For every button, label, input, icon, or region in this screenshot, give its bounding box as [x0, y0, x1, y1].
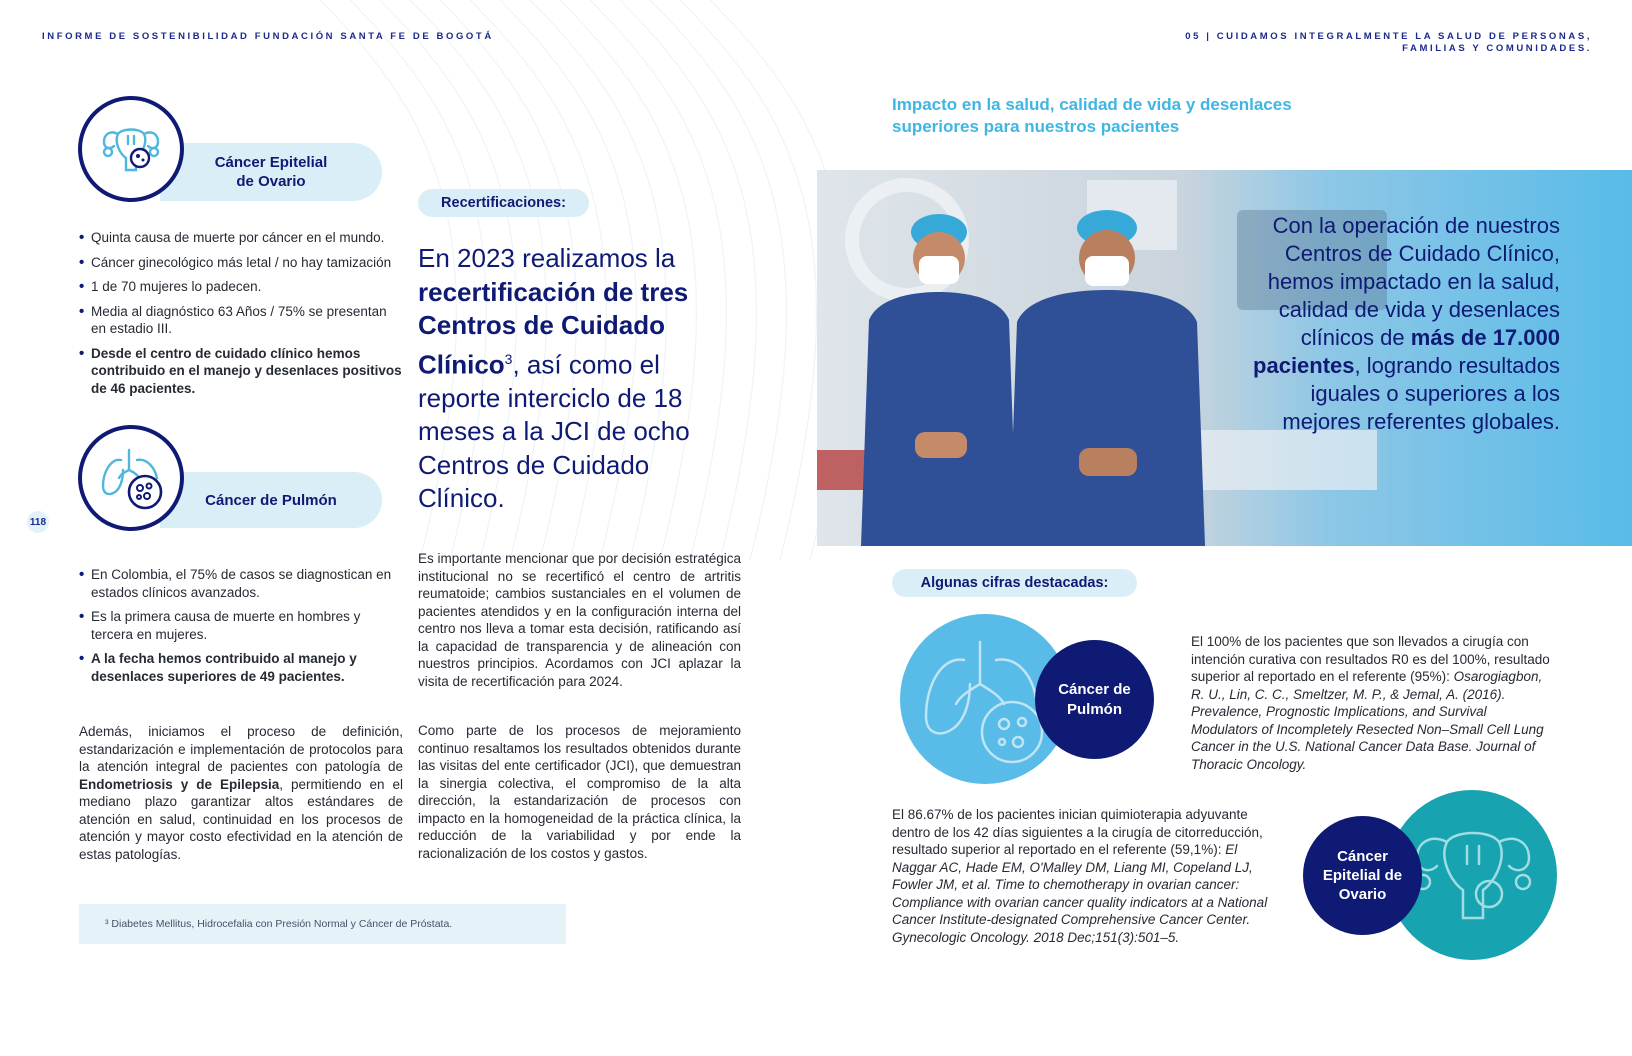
impact-title: [892, 94, 1372, 138]
protocols-paragraph: [79, 723, 403, 863]
ovarian-figure-plain: El 86.67% de los pacientes inician quimioterapia adyuvante dentro de los 42 días siguientes a la cirugía de citorreducción, resultado superior al reportado en el referente (59,1%):: [892, 807, 1263, 857]
key-figures-label: Algunas cifras destacadas:: [892, 569, 1137, 597]
ovarian-title-line2: de Ovario: [236, 173, 306, 190]
recert-paragraph-1: Es importante mencionar que por decisión estratégica institucional no se recertificó el centro de artritis reumatoide; cambios sustanciales en el volumen de pacientes atendidos y en la configuración interna del centro nos lleva a tomar esta decisión, ratificando así la capacidad de transparencia y de alineación con nuestros principios. Acordamos con JCI aplazar la visita de recertificación para 2024.: [418, 551, 741, 689]
list-item: • Media al diagnóstico 63 Años / 75% se presentan en estadio III.: [79, 303, 403, 338]
list-item: • Desde el centro de cuidado clínico hemos contribuido en el manejo y desenlaces positivos de 46 pacientes.: [79, 345, 403, 398]
lung-cancer-badge: [1035, 640, 1154, 759]
list-item: • 1 de 70 mujeres lo padecen.: [79, 278, 403, 296]
impact-quote-bold: más de 17.000 pacientes: [1253, 325, 1560, 378]
lung-badge-line2: Pulmón: [1066, 700, 1122, 718]
impact-title-line1: Impacto en la salud, calidad de vida y desenlaces: [892, 95, 1292, 114]
uterus-icon: [96, 114, 166, 184]
page-number-left: 118: [27, 511, 49, 533]
recertifications-statement: [418, 242, 718, 516]
ovarian-title-line1: Cáncer Epitelial: [214, 154, 328, 171]
impact-quote-text-1: Con la operación de nuestros Centros de Cuidado Clínico, hemos impactado en la salud, calidad de vida y desenlaces clínicos de: [1267, 213, 1560, 350]
protocols-text-2: , permitiendo en el mediano plazo garantizar altos estándares de atención en salud, continuidad en los procesos de atención y mayor costo efectividad en la atención de estas patologías.: [79, 776, 403, 862]
recert-text-bold: recertificación de tres Centros de Cuidado Clínico: [418, 276, 689, 380]
impact-quote-text-2: , logrando resultados iguales o superiores a los mejores referentes globales.: [1282, 353, 1560, 434]
ovarian-icon-circle: [78, 96, 184, 202]
footnote-ref: 3: [504, 350, 513, 367]
footnote: ³ Diabetes Mellitus, Hidrocefalia con Presión Normal y Cáncer de Próstata.: [79, 904, 566, 944]
lung-facts-list: [79, 566, 403, 692]
ovarian-badge-line3: Ovario: [1338, 886, 1387, 903]
list-item: • Cáncer ginecológico más letal / no hay tamización: [79, 254, 403, 272]
recert-text-2: , así como el reporte interciclo de 18 meses a la JCI de ocho Centros de Cuidado Clínico.: [418, 349, 690, 514]
ovarian-badge-line2: Epitelial de: [1322, 867, 1403, 884]
protocols-text-1: Además, iniciamos el proceso de definición, estandarización e implementación de protocolos para la atención integral de pacientes con patología de: [79, 724, 403, 774]
ovarian-badge-line1: Cáncer: [1337, 848, 1388, 865]
recert-paragraph-2: Como parte de los procesos de mejoramiento continuo resaltamos los resultados obtenidos durante las visitas del ente certificador (JCI), que demuestran la sinergia colectiva, el compromiso de la alta dirección, la estandarización de procesos con impacto en la homogeneidad de la práctica clínica, la reducción de la variabilidad y por ende la racionalización de los costos y gastos.: [418, 723, 741, 861]
lung-figure-citation: Osarogiagbon, R. U., Lin, C. C., Smeltzer, M. P., & Jemal, A. (2016). Prevalence, Prognostic Implications, and Survival Modulators of Incompletely Resected Non–Small Cell Lung Cancer in the U.S. National Cancer Data Base. Journal of Thoracic Oncology.: [1191, 669, 1544, 772]
lung-cancer-title: Cáncer de Pulmón: [160, 472, 382, 528]
chapter-header-line1: 05 | CUIDAMOS INTEGRALMENTE LA SALUD DE PERSONAS,: [1185, 31, 1592, 42]
list-item: • A la fecha hemos contribuido al manejo y desenlaces superiores de 49 pacientes.: [79, 650, 403, 685]
list-item: • En Colombia, el 75% de casos se diagnostican en estados clínicos avanzados.: [79, 566, 403, 601]
chapter-header: [1185, 31, 1592, 55]
lungs-icon: [95, 442, 167, 514]
lung-icon-circle: [78, 425, 184, 531]
report-header: INFORME DE SOSTENIBILIDAD FUNDACIÓN SANTA FE DE BOGOTÁ: [42, 31, 494, 42]
ovarian-cancer-badge: [1303, 816, 1422, 935]
ovarian-figure-text: [892, 806, 1278, 946]
protocols-text-bold: Endometriosis y de Epilepsia: [79, 776, 280, 792]
impact-quote: [1240, 212, 1560, 436]
ovarian-facts-list: [79, 229, 403, 404]
lung-figure-plain: El 100% de los pacientes que son llevados a cirugía con intención curativa con resultados R0 es del 100%, resultado superior al reportado en el referente (95%):: [1191, 634, 1550, 684]
ovarian-cancer-title: [160, 143, 382, 201]
list-item: • Quinta causa de muerte por cáncer en el mundo.: [79, 229, 403, 247]
recertifications-label: Recertificaciones:: [418, 189, 589, 217]
impact-title-line2: superiores para nuestros pacientes: [892, 117, 1180, 136]
lung-figure-text: [1191, 633, 1553, 773]
chapter-header-line2: FAMILIAS Y COMUNIDADES.: [1402, 43, 1592, 54]
list-item: • Es la primera causa de muerte en hombres y tercera en mujeres.: [79, 608, 403, 643]
lung-badge-line1: Cáncer de: [1058, 680, 1131, 698]
recert-text-1: En 2023 realizamos la: [418, 243, 676, 273]
doctors-photo-panel: [817, 170, 1632, 546]
ovarian-figure-citation: El Naggar AC, Hade EM, O'Malley DM, Liang MI, Copeland LJ, Fowler JM, et al. Time to chemotherapy in ovarian cancer: Compliance with ovarian cancer quality indicators at a National Cancer Institute-designated Comprehensive Cancer Center. Gynecologic Oncology. 2018 Dec;151(3):501–5.: [892, 842, 1268, 945]
